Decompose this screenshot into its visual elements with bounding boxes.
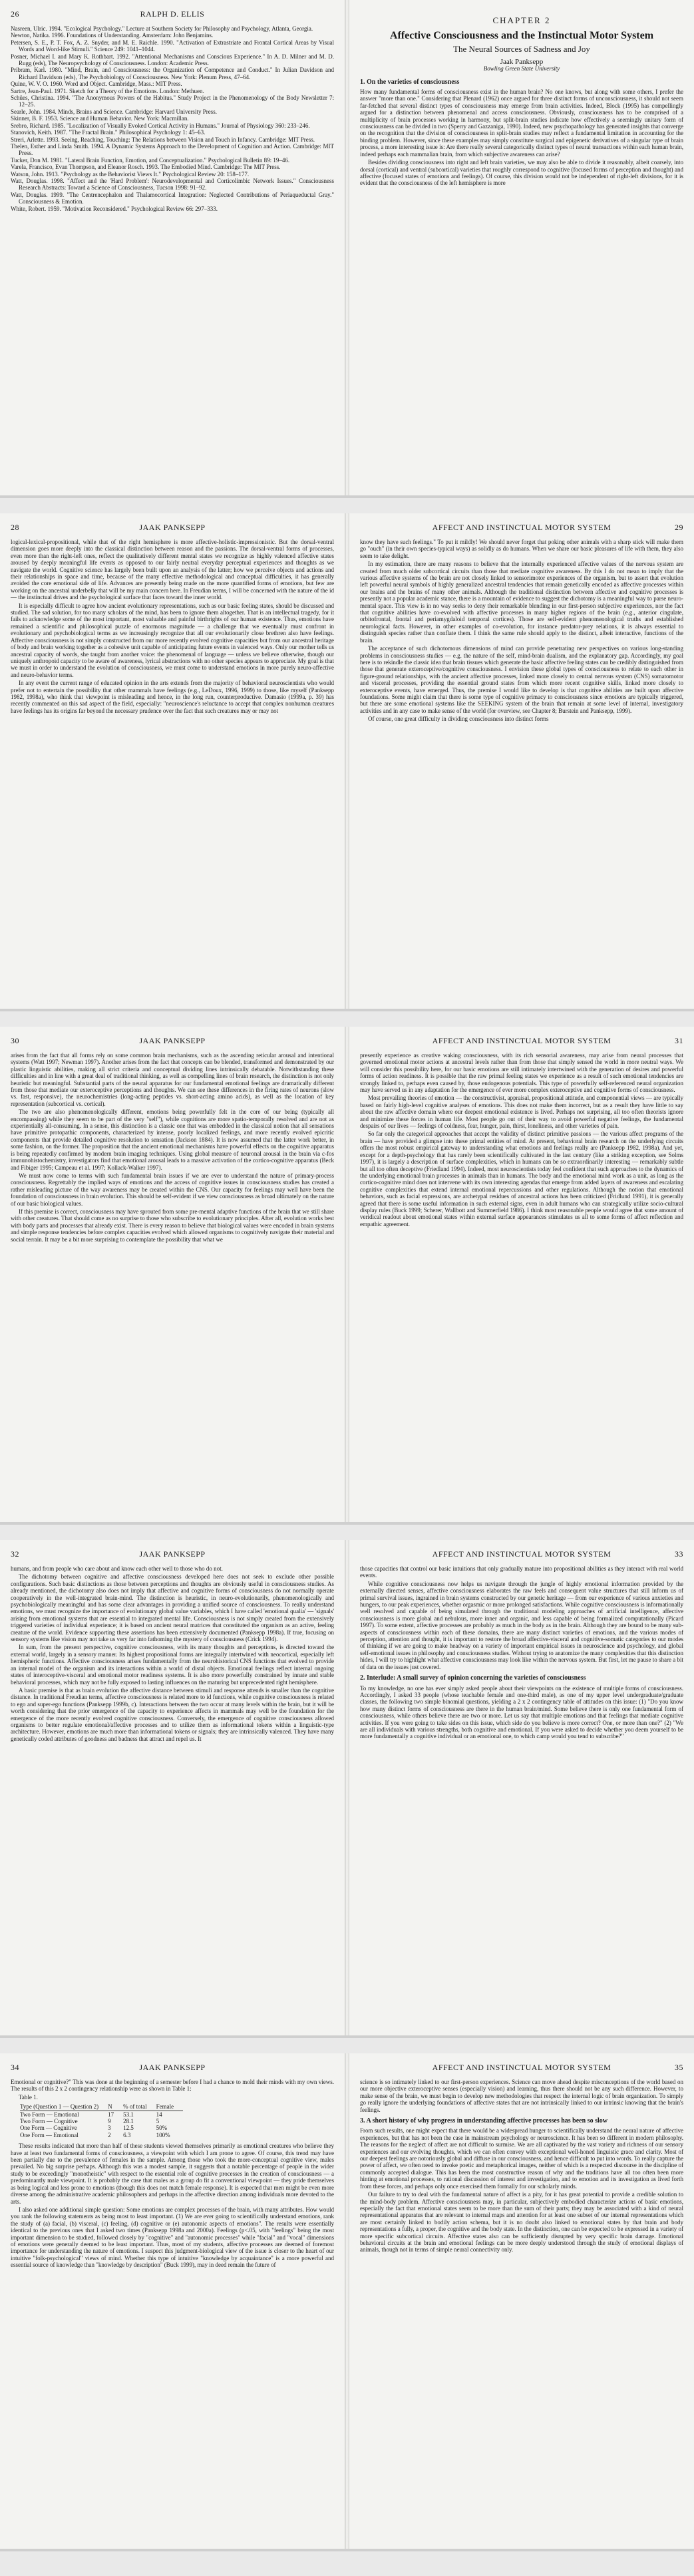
running-header <box>11 1549 334 1560</box>
reference-entry: Posner, Michael I. and Mary K. Rothbart. 1992. "Attentional Mechanisms and Conscious Experience." In A. D. Milner and M. D. Rugg (eds), The Neuropsychology of Consciousness. London: Academic Press. <box>11 53 334 67</box>
paragraph: arises from the fact that all forms rely on some common brain mechanisms, such as the ascending reticular arousal and intentional systems (Watt 1997; Newman 1997). Another arises from the fact that concepts can be blended, transformed and demonstrated by our plastic linguistic abilities, making all strict criteria and conceptual dividing lines intrinsically debatable. Notwithstanding these difficulties and in line with a great deal of traditional thinking, as well as compelling lines of brain research, the distinction is not only heuristic but meaningful. Substantial parts of the neural apparatus for our fundamental emotional feelings are dramatically different from those that mediate our exteroceptive perceptions and thoughts. We can see these differences in the firing rates of neurons (slow vs. fast, responsive), the neurochemistries (long-acting peptides vs. short-acting amino acids), as well as the location of key representation (subcortical vs. cortical). <box>11 1052 334 1107</box>
paragraph: In any event the current range of educated opinion in the arts extends from the majority of behavioral neuroscientists who would prefer not to entertain the possibility that other mammals have feelings (e.g., LeDoux, 1996, 1999) to those, like myself (Panksepp 1982, 1998a), who think that viewpoint is misleading and hence, in the long run, counterproductive. Damasio (1999a, p. 39) has recently commented on this sad aspect of the field, especially: "neuroscience's reluctance to accept that complex nonhuman creatures have feelings has its origins far beyond the necessary prudence over the fact that such creatures may or may not <box>11 680 334 714</box>
page-body <box>11 1052 334 1244</box>
running-head-text: AFFECT AND INSTINCTUAL MOTOR SYSTEM <box>432 1036 611 1045</box>
paragraph: Emotional or cognitive?" This was done at the beginning of a semester before I had a chance to mold their minds with my own views. The results of this 2 x 2 contingency relationship were as shown in Table 1: <box>11 2079 334 2093</box>
page-number: 30 <box>11 1036 19 1045</box>
table-cell: One Form — Cognitive <box>20 2125 77 2132</box>
running-header <box>360 523 683 533</box>
chapter-subtitle: The Neural Sources of Sadness and Joy <box>453 44 590 55</box>
table-cell: Two Form — Emotional <box>20 2111 79 2118</box>
reference-entry: Watt, Douglas. 1998. "Affect and the 'Hard Problem': Neurodevelopmental and Corticolimbic Network Issues." Consciousness Research Abstracts: Toward a Science of Consciousness, Tucson 1998: 91–92. <box>11 177 334 192</box>
paragraph: In my estimation, there are many reasons to believe that the internally experienced affective values of the nervous system are created from much older subcortical circuits than those that mediate cognitive awareness. By this I do not mean to imply that the various affective systems of the brain are not closely linked to sensorimotor experiences of the organism, but to assert that evolution left powerful neural symbols of highly generalized ancestral tendencies that remain genetically encoded as affective processes within our brains and the brains of many other animals. Although the traditional distinction between affective and cognitive processes is presently not a popular academic stance, there is a mountain of evidence to suggest the dichotomy is a meaningful way to parse neuro-mental space. This view is in no way seeks to deny their remarkable blending in our first-person subjective experiences, nor the fact that cognitive abilities have co-evolved with affective processes in many higher regions of the brain (e.g., anterior cingulate, orbitofrontal, frontal and periamygdaloid temporal cortices). Those are self-evident phenomenological truths and established neurological facts. However, in other examples of co-evolution, for instance predator-prey relations, it is always essential to distinguish species rather than conflate them. I think the same rule should apply to the distinct, albeit interactive, functions of the brain. <box>360 561 683 644</box>
running-header <box>360 1549 683 1560</box>
table-header-cell: % of total <box>123 2103 156 2111</box>
reference-entry: White, Robert. 1959. "Motivation Reconsidered." Psychological Review 66: 297–333. <box>11 205 218 212</box>
book-spread-3 <box>0 1027 694 1525</box>
table-cell: 17 <box>108 2111 114 2118</box>
paragraph: know they have such feelings." To put it mildly! We should never forget that poking other animals with a sharp stick will make them go "ouch" (in their own species-typical ways) as solidly as do humans. When we share our basic pleasures of life with them, they also seem to take delight. <box>360 539 683 559</box>
table-cell: 3 <box>108 2125 111 2132</box>
paragraph: humans, and from people who care about and know each other well to those who do not. <box>11 1565 223 1572</box>
book-gutter <box>345 1540 349 2035</box>
page-body <box>360 1052 683 1229</box>
reference-entry: Streri, Arlette. 1993. Seeing, Reaching, Touching: The Relations between Vision and Touch in Infancy. Cambridge: MIT Press. <box>11 136 315 143</box>
reference-entry: Stanovich, Keith. 1987. "The Fractal Brain." Philosophical Psychology 1: 45–63. <box>11 129 206 136</box>
page-number: 32 <box>11 1549 19 1559</box>
reference-entry: Sartre, Jean-Paul. 1971. Sketch for a Theory of the Emotions. London: Methuen. <box>11 87 204 94</box>
paragraph: science is so intimately linked to our first-person experiences. Science can move ahead despite misconceptions of the world based on our more objective exteroceptive senses (especially vision) and learning, thus there should not be any such difference. However, to make sense of the brain, we must begin to develop new methodologies that respect the internal logic of brain organization. To simply go really ignore the underlying foundations of affective states that are not intrinsically linked to our intrinsic knowing that the brain's feelings. <box>360 2079 683 2113</box>
paragraph: I also asked one additional simple question: Some emotions are complex processes of the brain, with many attributes. How would you rank the following statements as being most to least important. (1) We are ever going to scientifically understand emotions, rank the study of (a) facial, (b) visceral, (c) feeling, (d) cognitive or (e) autonomic aspects of emotions". The results were essentially identical to the previous ones that I asked two times (Panksepp 1998a and 2000a). Feelings (p<.05, with "feelings" being the most important dimension to be studied, followed closely by "cognitive" and "autonomic processes" while "facial" and "vocal" dimensions of emotions were generally deemed to be least important. Thus, most of my students, affective processes are deemed of foremost importance for understanding the nature of emotions. I suspect this judgment-biological view of the issue is closer to the heart of our intuitive "folk-psychological" views of mind. Whether this type of intuitive "knowledge by acquaintance" is a more powerful and essential source of knowledge than "knowledge by description" (Buck 1999), may in deed remain the future of <box>11 2206 334 2269</box>
table-cell: 5 <box>156 2118 160 2125</box>
table-row <box>20 2132 183 2138</box>
table-header-cell: N <box>108 2103 123 2111</box>
book-gutter <box>345 2053 349 2549</box>
page-29 <box>349 513 694 1009</box>
paragraph: logical-lexical-propositional, while that of the right hemisphere is more affective-holistic-impressionistic. But the dorsal-ventral dimension goes more deeply into the classical distinction between reason and the passions. The dorsal-ventral forms of processes, even more than the right-left ones, reflect the qualitatively different mental states we recognize as highly valenced affective states aroused by deeply meaningful life events as opposed to our fairly neutral everyday perceptual experiences and thoughts as we navigate the world. Cognitive science has largely been built upon an analysis of the latter; how we perceive objects and actions and their relationships in space and time, because of the many effective methodological and conceptual difficulties, it has generally avoided the core emotional side of life. Advances are presently being made on the more quantified forms of emotions, but few are working on the ancestral underbelly that will be my main concern here. In Freudian terms, I will be concerned with the nature of the id — the instinctual drives and the psychological surface that faces toward the inner world. <box>11 539 334 601</box>
chapter-label: CHAPTER 2 <box>492 15 551 25</box>
paragraph: The two are also phenomenologically different, emotions being powerfully felt in the core of our being (typically all encompassing) while they seem to be part of the very "self"), while cognitions are more spatio-temporally resolved and are not as experientially all-consuming. In a sense, this distinction is a classic one that was embedded in the classical notion that all sensations have primitive protopathic components, characterized by intense, poorly localized feelings, and more recently evolved epicritic components that provide detailed cognitive resolution to sensation (Jackson 1884). It is now assumed that the latter work better, in some fashion, on the former. The proposition that the ancient emotional mechanisms have powerful effects on the cognitive apparatus is being repeatedly confirmed by modern brain imaging techniques. Using global measure of neuronal arousal in the brain via c-fos immunohistochemistry, investigators find that emotional arousal leads to a massive activation of the cortico-cognitive apparatus (Beck and Fibiger 1995; Campeau et al. 1997; Kollack-Walker 1997). <box>11 1108 334 1171</box>
paragraph: Most prevailing theories of emotion — the constructivist, appraisal, propositional attitude, and componential views — are typically based on fairly high-level cognitive analyses of emotions. This does not make them incorrect, but as a result they have little to say about the raw affective domain where our deepest emotional existence is lived. Perhaps not surprising, all too often theorists ignore and minimize these forces in human life. Most people go out of their way to avoid powerful negative feelings, the fundamental despairs of our lives — feelings of coldness, fear, hunger, pain, thirst, loneliness, and other varieties of pain. <box>360 1095 683 1130</box>
page-body <box>360 1565 683 1741</box>
reference-entry: Nasreen, Ulric. 1994. "Ecological Psychology." Lecture at Southern Society for Philosophy and Psychology, Atlanta, Georgia. <box>11 25 313 32</box>
page-34 <box>0 2053 345 2549</box>
table-header-cell: Female <box>156 2103 184 2111</box>
chapter-title: Affective Consciousness and the Instinctual Motor System <box>389 30 654 42</box>
paragraph: To my knowledge, no one has ever simply asked people about their viewpoints on the existence of multiple forms of consciousness. Accordingly, I asked 33 people (whose teachable female and one-third male), as one of my upper level undergraduate/graduate classes, the following two simple binomial questions, yielding a 2 x 2 contingency table of attitudes on this issue: (1) "Do you know how many distinct forms of consciousness are there in the human brain/mind. Some believe there is only one fundamental form of consciousness, while others believe there are two or more. Let us say that multiple emotions and that feelings that mediate cognitive activities. If you were going to take sides on this issue, which side do you believe is more correct? One, or more than one?" (2) "We are all individuals with various strengths, both cognitive and emotional. If you were asked to decide whether you deem yourself to be more fundamentally a cognitive individual or an emotional one, to which camp would you tend to subscribe?" <box>360 1684 683 1740</box>
chapter-title-block <box>360 17 683 72</box>
table-cell: Two Form — Cognitive <box>20 2118 78 2125</box>
paragraph: It is especially difficult to agree how ancient evolutionary representations, such as our basic feeling states, should be discussed and studied. The sad solution, for too many scholars of the mind, has been to ignore them altogether. That is an intellectual tragedy, for it fails to acknowledge some of the most important, most valuable and painful birthrights of our human existence. Thus, emotions have remained a scientific and philosophical puzzle of enormous magnitude — a challenge that we eventually must confront in evolutionary and psychobiological terms as we increasingly recognize that all our evolutionarily close brethren also have feelings. Affective consciousness is not simply constructed from our more recently evolved cognitive capacities but from our ancestral heritage of body and brain working together as a cohesive unit capable of anticipating future events in valenced ways. Only our mother tells us ancestral capacity of words, she taught from another voice: the phenomenal of language — unless we believe otherwise, though our uniquely anthropoid capacity to be aware of awareness, lyrical abstractions with no other species appears to appreciate. My goal is that we must in order to understand the evolution of consciousness, we must come to understand emotions in more purely neuro-affective and neuro-behavior terms. <box>11 602 334 678</box>
page-26 <box>0 0 345 495</box>
page-body <box>360 2079 683 2255</box>
reference-entry: Tucker, Don M. 1981. "Lateral Brain Function, Emotion, and Conceptualization." Psychological Bulletin 89: 19–46. <box>11 156 290 164</box>
paragraph: presently experience as creative waking consciousness, with its rich sensorial awareness, may arise from neural processes that governed emotional motor actions at ancestral levels rather than from those that simply sensed the world in more neutral ways. We will consider this possibility here, for our basic emotions are still intimately intertwined with the generation of desires and powerful forms of action readiness. It is possible that the raw primal feeling states we experience as a result of such emotional tendencies are strongly linked to, perhaps even caused by, those endogenous potentials. This type of powerfully self-referenced neural organization may have served us in any adaptation for the emergence of ever more complex exteroceptive and cognitive forms of consciousness. <box>360 1052 683 1094</box>
page-body <box>11 2079 334 2270</box>
running-head-text: JAAK PANKSEPP <box>139 1036 206 1045</box>
page-body <box>360 539 683 724</box>
section-heading: 1. On the varieties of consciousness <box>360 78 460 86</box>
page-32 <box>0 1540 345 2035</box>
page-number: 33 <box>675 1549 683 1559</box>
running-header <box>11 9 334 20</box>
reference-entry: Schües, Christina. 1994. "The Anonymous Powers of the Habitus." Study Project in the Phenomenology of the Body Newsletter 7: 12–25. <box>11 94 334 108</box>
page-30 <box>0 1027 345 1522</box>
survey-results-table <box>20 2103 183 2138</box>
paragraph: Our failure to try to deal with the fundamental nature of affect is a pity, for it has great potential to provide a credible solution to the mind-body problem. Affective consciousness may, in particular, subjectively embodied characterize actions of basic emotions, especially the fact that emotional states seem to be more than the sum of their parts; they may be associated with a kind of neural representational apparatus that are relevant to internal maps and attention for at least one subset of our internal representations which are most certainly linked to bodily action schema, but it is no doubt also linked to emotional states by that brain and body representations a fully, a proper, the cognitive and the body state. In the distinction, one can be expected to be expressed in a variety of more specific subcortical circuits. Affective states also can be sufficiently disrupted by very specific brain damage. Emotional behavioral circuits at the brain and emotional feelings can be more deeply understood through the study of emotional displays of animals, though not in terms of simple neural connectivity only. <box>360 2191 683 2254</box>
running-header <box>360 2063 683 2073</box>
table-row <box>20 2118 183 2125</box>
reference-entry: Searle, John. 1984. Minds, Brains and Science. Cambridge: Harvard University Press. <box>11 108 217 115</box>
page-number: 26 <box>11 9 19 19</box>
table-cell: 14 <box>156 2111 162 2118</box>
section-heading: 2. Interlude: A small survey of opinion concerning the varieties of consciousness <box>360 1674 586 1682</box>
paragraph: From such results, one might expect that there would be a widespread hunger to scientifically understand the neural nature of affective experiences, but that has not been the case in mainstream psychology or neuroscience. It has been so different in modern philosophy. The reasons for the neglect of affect are not difficult to surmise. We are all captivated by the vast variety and richness of our sensory experiences and our evolving thoughts, which we can often convey with exceptional well-honed linguistic grace and clarity. Most of our deepest feelings are notoriously global and diffuse in our consciousness, and hence difficult to put into words. To really capture the power of affect, we often need to invoke poetic and metaphorical images, neither of which is a respected discourse in the discipline of commonly accepted dialogue. This has been the most constructive reason of why and the traditions have all too often been more hinting at emotional processes, to rational discussion of interest and investigation, and to emotion and its investigation as lived forth from these forces, and perhaps only once exercised them formally for our scholarly minds. <box>360 2127 683 2190</box>
chapter-opening-text <box>360 15 683 188</box>
page-28 <box>0 513 345 1009</box>
reference-entry: Petersen, S. E., P. T. Fox, A. Z. Snyder, and M. E. Raichle. 1990. "Activation of Extrastriate and Frontal Cortical Areas by Visual Words and Word-like Stimuli." Science 249: 1041–1044. <box>11 39 334 53</box>
paragraph: those capacities that control our basic intuitions that only gradually mature into propositional abilities as they interact with real world events. <box>360 1565 683 1579</box>
paragraph: Besides dividing consciousness into right and left brain varieties, we may also be able to divide it reasonably, albeit coarsely, into dorsal (cortical) and ventral (subcortical) varieties that roughly correspond to cognitive (focused forms of perception and thought) and affective (focused states of emotions and feelings). Of course, this division would not be independent of right-left divisions, for it is evident that the consciousness of the left hemisphere is more <box>360 159 683 187</box>
book-spread-4 <box>0 1540 694 2038</box>
page-33 <box>349 1540 694 2035</box>
running-head-text: AFFECT AND INSTINCTUAL MOTOR SYSTEM <box>432 523 611 532</box>
running-head-text: JAAK PANKSEPP <box>139 1549 206 1559</box>
reference-entry: Pribram, Karl. 1980. "Mind, Brain, and Consciousness: the Organization of Competence and Conduct." In Julian Davidson and Richard Davidson (eds), The Psychobiology of Consciousness. New York: Plenum Press, 47–64. <box>11 66 334 80</box>
reference-entry: Watson, John. 1913. "Psychology as the Behaviorist Views It." Psychological Review 20: 158–177. <box>11 170 250 178</box>
running-head-text: AFFECT AND INSTINCTUAL MOTOR SYSTEM <box>432 2063 611 2072</box>
book-spread-5 <box>0 2053 694 2551</box>
page-body <box>11 1565 334 1743</box>
book-spread-1 <box>0 0 694 498</box>
book-spread-2 <box>0 513 694 1011</box>
page-number: 29 <box>675 523 683 532</box>
table-cell: 50% <box>156 2125 168 2132</box>
reference-entry: Watt, Douglas. 1999. "The Centrencephalon and Thalamocortical Integration: Neglected Contributions of Periaqueductal Gray." Consciousness & Emotion. <box>11 191 334 205</box>
table-cell: 9 <box>108 2118 111 2125</box>
chapter-author: Jaak Panksepp <box>500 57 544 66</box>
paragraph: These results indicated that more than half of these students viewed themselves primarily as emotional creatures who believe they have at least two fundamental forms of consciousness, a viewpoint with which I am prone to agree. Of course, this trend may have been partially due to the prevalence of females in the sample. Among those who took the more-conceptual cognitive view, males prevailed. No big surprise perhaps. Although this was a modest sample, it suggests that a notable percentage of people in the wider study to be exceedingly "monotheistic" with respect to the essential role of cognitive processes in the creation of consciousness — a predominantly male viewpoint. It is probably the case that males as a group do fit a conventional viewpoint — they pride themselves as being logical and less prone to emotions (though this does not match female response). It is expected that men might be even more diverse among the administrative academic philosophers and perhaps in the affective direction among individuals more devoted to the arts. <box>11 2142 334 2205</box>
running-header <box>11 523 334 533</box>
author-affiliation: Bowling Green State University <box>483 65 560 72</box>
reference-entry: Varela, Francisco, Evan Thompson, and Eleanor Rosch. 1993. The Embodied Mind. Cambridge: The MIT Press. <box>11 164 281 171</box>
reference-entry: Thelen, Esther and Linda Smith. 1994. A Dynamic Systems Approach to the Development of Cognition and Action. Cambridge: MIT Press. <box>11 142 334 157</box>
table-cell: One Form — Emotional <box>20 2131 79 2138</box>
table-row <box>20 2125 183 2131</box>
paragraph: The acceptance of such dichotomous dimensions of mind can provide penetrating new perspectives on various long-standing problems in consciousness studies — e.g. the nature of the self, mind-brain dualism, and the explanatory gap. Accordingly, my goal here is to rekindle the classic idea that brain tissues which generate the basic affective feeling states can be credibly distinguished from those that generate exteroceptive/cognitive consciousness. I envision these global types of consciousness to relate to each other in figure-ground relationships, with the ancient affective processes, linked more closely to central nervous system (CNS) somatomotor and visceral processes, providing the essential ground states from which more recent cognitive skills, linked more closely to exteroceptive events, have emerged. Thus, the premise I would like to develop is that cognitive abilities are built upon affective foundations. Some might claim that there is some type of cognitive primacy to consciousness since emotions are typically triggered, but there are some emotional systems like the SEEKING system of the brain that remain at some level of internal, investigatory activities and in any case to make sense of the world (for overview, see Chapter 8; Burstein and Panksepp, 1999). <box>360 645 683 714</box>
reference-entry: Newton, Natika. 1996. Foundations of Understanding. Amsterdam: John Benjamins. <box>11 32 214 39</box>
running-head-text: AFFECT AND INSTINCTUAL MOTOR SYSTEM <box>432 1549 611 1559</box>
paragraph: While cognitive consciousness now helps us navigate through the jungle of highly emotional information provided by the externally directed senses, affective consciousness elaborates the raw feels and consequent value structures that still inform us of primal survival issues, ingrained in brain systems constructed by our genetic heritage — from our experience of various anxieties and hungers, to our peak experiences, whether orgasmic or more prolonged satisfactions. While cognitive consciousness is informationally well resolved and capable of being simulated through the traditional modeling approaches of artificial intelligence, affective consciousness is more global and nebulous, more inner and organic, and less capable of being formalized computationally (Picard 1997). To some extent, affective processes are probably as much in the body as in the brain. Although they are bound to be many sub-aspects of consciousness within each of these domains, there are many distinct varieties of emotions, and the various modes of perception, attention and thought, it is important to restore the broad affective-visceral and cognitive-somatic categories to our modes of thinking if we are going to make headway on a variety of important empirical issues in neuroscience and psychology, and global self-emotional issues in philosophy and consciousness studies. Without trying to anatomize the many complexities that this distinction hides, I will try to highlight what affective consciousness may look like within the nervous system. But first, let me pause to share a bit of data on the issues just covered. <box>360 1580 683 1670</box>
page-number: 28 <box>11 523 19 532</box>
reference-entry: Skinner, B. F. 1953. Science and Human Behavior. New York: Macmillan. <box>11 115 189 122</box>
table-header-row <box>20 2103 183 2111</box>
paragraph: How many fundamental forms of consciousness exist in the human brain? No one knows, but along with some others, I prefer the answer "more than one." Considering that Plenard (1962) once argued for three distinct forms of unconsciousness, it should not seem far-fetched that several distinct types of consciousness may emerge from brain activities. Indeed, Block (1995) has compellingly argued for a distinction between phenomenal and access consciousness. Obviously, consciousness has to be comprised of a multiplicity of brain processes working in harmony, but split-brain studies indicate how effectively a seemingly unitary form of consciousness can be divided in two (Sperry and Gazzaniga, 1990). Indeed, new psychopathology has generated insights that converge on the recognition that the division of consciousness in split-brain studies may reflect a fundamental limitation in accounting for the binding problem. However, since these examples may simply constitute surgical and epigenetic derivatives of a singular type of brain process, a more interesting issue is: Are there really several categorically distinct types of neural transactions within each human brain, indeed perhaps each mammalian brain, from which subjective awareness can arise? <box>360 88 683 158</box>
page-number: 31 <box>675 1036 683 1045</box>
paragraph: We must now come to terms with such fundamental brain issues if we are ever to understand the nature of primary-process consciousness. Regrettably the implied ways of emotions and the access of cognitive issues in consciousness studies has created a rather misleading picture of the way awareness may be created within the CNS. Our capacity for feelings may well have been the foundation of consciousness in brain evolution. This should be self-evident if we view consciousness as broad ultimately on the nature of our basic biological values. <box>11 1172 334 1207</box>
running-head-text: JAAK PANKSEPP <box>139 523 206 532</box>
paragraph: Of course, one great difficulty in dividing consciousness into distinct forms <box>368 715 549 723</box>
table-cell: 53.1 <box>123 2111 134 2118</box>
table-cell: 2 <box>108 2131 111 2138</box>
paragraph: A basic premise is that as brain evolution the affective distance between stimuli and response attends is smaller than the cognitive distance. In traditional Freudian terms, affective consciousness is related more to id functions, while cognitive consciousness is related to ego and super-ego functions (Panksepp 1999b, c). Interactions between the two occur at many levels within the brain, but it will be worth considering that the prior emergence of the capacity to experience affects in mammals may well be the foundation for the emergence of the more recently evolved cognitive consciousness. Conversely, the emergence of cognitive consciousness allowed organisms to better regulate emotional/affective processes and to utilize them as informational tokens within a linguistic-type architecture. However, emotions are much more than informational tokens or signals; they are intrinsically valenced. They have many genetically coded attributes of goodness and badness that attract and repel us. It <box>11 1686 334 1742</box>
reference-list <box>11 25 334 212</box>
page-number: 34 <box>11 2063 19 2072</box>
table-row <box>20 2111 183 2118</box>
book-gutter <box>345 1027 349 1522</box>
reference-entry: Srebro, Richard. 1985. "Localization of Visually Evoked Cortical Activity in Humans." Journal of Physiology 360: 233–246. <box>11 122 310 129</box>
page-31 <box>349 1027 694 1522</box>
table-cell: 28.1 <box>123 2118 134 2125</box>
table-caption: Table 1. <box>19 2093 38 2101</box>
running-head-text: RALPH D. ELLIS <box>140 9 205 19</box>
book-gutter <box>345 513 349 1009</box>
book-gutter <box>345 0 349 495</box>
section-heading: 3. A short history of why progress in understanding affective processes has been so slow <box>360 2117 607 2125</box>
table-cell: 6.3 <box>123 2131 131 2138</box>
page-27-chapter-opening <box>349 0 694 495</box>
reference-entry: Quine, W. V. O. 1960. Word and Object. Cambridge, Mass.: MIT Press. <box>11 80 182 88</box>
running-header <box>360 1036 683 1047</box>
table-header-cell: Type (Question 1 — Question 2) <box>20 2103 108 2111</box>
page-body <box>11 539 334 715</box>
paragraph: If this premise is correct, consciousness may have sprouted from some pre-mental adaptive functions of the brain that we still share with other creatures. That should come as no surprise to those who subscribe to evolutionary principles. After all, evolution works best with body parts and processes that already exist. There is every reason to believe that biological values were encoded in brain systems and simple response tendencies before complex capacities evolved which allowed organisms to cognitively navigate their material and social terrain. It may be a bit more surprising to contemplate the possibility that what we <box>11 1208 334 1243</box>
paragraph: In sum, from the present perspective, cognitive consciousness, with its many thoughts and perceptions, is directed toward the external world, largely in a sensory manner. Its highest propositional forms are integrally intertwined with neocortical, especially left hemispheric functions. Affective consciousness arises fundamentally from the neurohistorical CNS functions that evolved to provide an internal model of the organism and its interactions within a world of distal objects. Emotional feelings reflect internal ongoing states of interoceptive-visceral and emotional motor readiness systems. It is also more powerfully constrained by innate and stable behavioral processes, which may not be fully exposed to lasting influences on the maturing but unprecedented right hemisphere. <box>11 1644 334 1686</box>
running-header <box>11 1036 334 1047</box>
table-cell: 100% <box>156 2131 170 2138</box>
page-35 <box>349 2053 694 2549</box>
running-header <box>11 2063 334 2073</box>
page-number: 35 <box>675 2063 683 2072</box>
running-head-text: JAAK PANKSEPP <box>139 2063 206 2072</box>
paragraph: The dichotomy between cognitive and affective consciousness developed here does not seek to exclude other possible configurations. Such basic distinctions as those between perceptions and thoughts are obviously useful in consciousness studies. As already mentioned, the dichotomy also does not imply that affective and cognitive forms of consciousness do not normally operate cooperatively in the well-integrated brain-mind. The distinction is heuristic, in neuro-evolutionarily, phenomenologically and psychobiologically meaningful and has some clear advantages in providing a unified source of consciousness. To really understand emotions, we must recognize the importance of evolutionary global value variables, which I have called 'emotional qualia' — 'signals' arising from emotional systems that are essential to integrated mental life. Consciousness is not simply created from the extensively triggered varieties of individual experience; it is based on ancient neural matrices that constituted the organism as an active, feeling creature of the world. Evidence supporting these assertions has been extensively documented (Panksepp 1998a). If true, focusing on sensory systems like vision may not take us very far into fathoming the mystery of consciousness (Crick 1994). <box>11 1573 334 1643</box>
table-cell: 12.5 <box>123 2125 134 2132</box>
paragraph: So far only the categorical approaches that accept the validity of distinct primitive passions — the various affect programs of the brain — have provided a glimpse into these primal entities of mind. At present, behavioral brain research on the underlying circuits offers the most robust empirical gateway to understanding what emotions and feelings really are (Panksepp 1982, 1998a). And yet, except for a depth-psychology that has rarely been scientifically cultivated in the last century (like a striking exception, see Solms 1997), it is largely a description of surface complexities, which in humans can be so extraordinarily interesting — remarkably subtle but all too often deceptive (Friedland 1994). Indeed, most neuroscientists today feel confident that such approaches to the dynamics of the underlying emotional brain processes in animals than in humans. The body and the emotional mind work as a unit, as long as the cortico-cognitive mind does not intervene with its own interesting agendas that emerge from added layers of awareness and escalating cognitive complexities that extend internal emotional repercussions and other regulations. Although the notion that emotional behaviors, such as facial expressions, are archetypal residues of ancestral actions has been criticized (Fridlund 1991), it is generally agreed that there is some useful information in such external signs, even in adult humans who can strategically utilize socio-cultural display rules (Buck 1999; Scherer, Wallbott and Summerfield 1986). I think most reasonable people would agree that some amount of veridical readout about emotional states within external surface appearances stimulates us all to some forms of affect reflection and empathic agreement. <box>360 1130 683 1227</box>
